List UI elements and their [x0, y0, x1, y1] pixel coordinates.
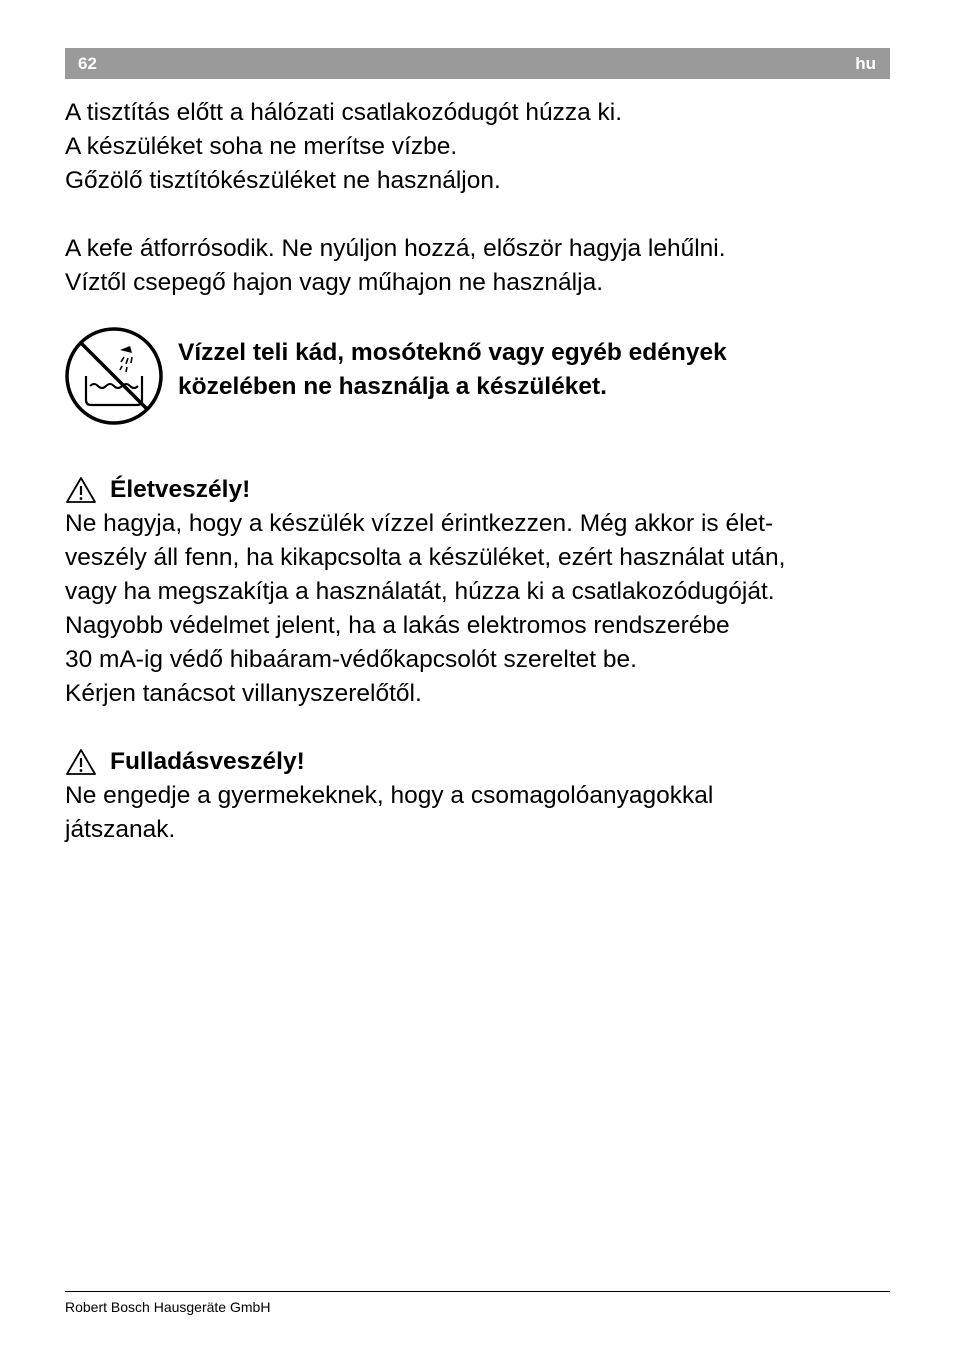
warning-life-title: Életveszély! — [110, 476, 251, 503]
hot-brush-paragraph — [65, 232, 726, 300]
warning-life-line: Kérjen tanácsot villanyszerelőtől. — [65, 680, 422, 707]
footer-company: Robert Bosch Hausgeräte GmbH — [65, 1299, 271, 1315]
warning-life-line: Ne hagyja, hogy a készülék vízzel érintkezzen. Még akkor is élet- — [65, 510, 774, 537]
warning-life-body — [65, 507, 785, 711]
intro-line: A tisztítás előtt a hálózati csatlakozódugót húzza ki. — [65, 99, 623, 126]
footer-divider — [65, 1291, 890, 1292]
hot-brush-line: A kefe átforrósodik. Ne nyúljon hozzá, először hagyja lehűlni. — [65, 235, 726, 262]
warning-life-line: veszély áll fenn, ha kikapcsolta a készüléket, ezért használat után, — [65, 544, 786, 571]
pictogram-notice-line: közelében ne használja a készüléket. — [178, 373, 607, 400]
language-code: hu — [855, 54, 876, 73]
warning-life-line: Nagyobb védelmet jelent, ha a lakás elektromos rendszerébe — [65, 612, 730, 639]
warning-triangle-icon — [65, 476, 97, 504]
warning-life-line: 30 mA-ig védő hibaáram-védőkapcsolót szereltet be. — [65, 646, 637, 673]
warning-suffocation-body — [65, 779, 713, 847]
no-water-near-bath-icon — [64, 326, 164, 426]
pictogram-notice-line: Vízzel teli kád, mosóteknő vagy egyéb edények — [178, 339, 727, 366]
warning-suffocation-title: Fulladásveszély! — [110, 748, 305, 775]
warning-suffocation-heading — [65, 745, 305, 779]
intro-line: A készüléket soha ne merítse vízbe. — [65, 133, 458, 160]
warning-triangle-icon — [65, 748, 97, 776]
warning-suffocation-line: Ne engedje a gyermekeknek, hogy a csomagolóanyagokkal — [65, 782, 714, 809]
hot-brush-line: Víztől csepegő hajon vagy műhajon ne használja. — [65, 269, 603, 296]
warning-life-line: vagy ha megszakítja a használatát, húzza ki a csatlakozódugóját. — [65, 578, 775, 605]
warning-life-heading — [65, 473, 250, 507]
warning-suffocation-line: játszanak. — [65, 816, 176, 843]
intro-line: Gőzölő tisztítókészüléket ne használjon. — [65, 167, 501, 194]
pictogram-notice-text — [178, 336, 727, 404]
intro-paragraph — [65, 96, 622, 198]
page-number: 62 — [78, 54, 97, 73]
page-header-bar — [65, 48, 890, 79]
